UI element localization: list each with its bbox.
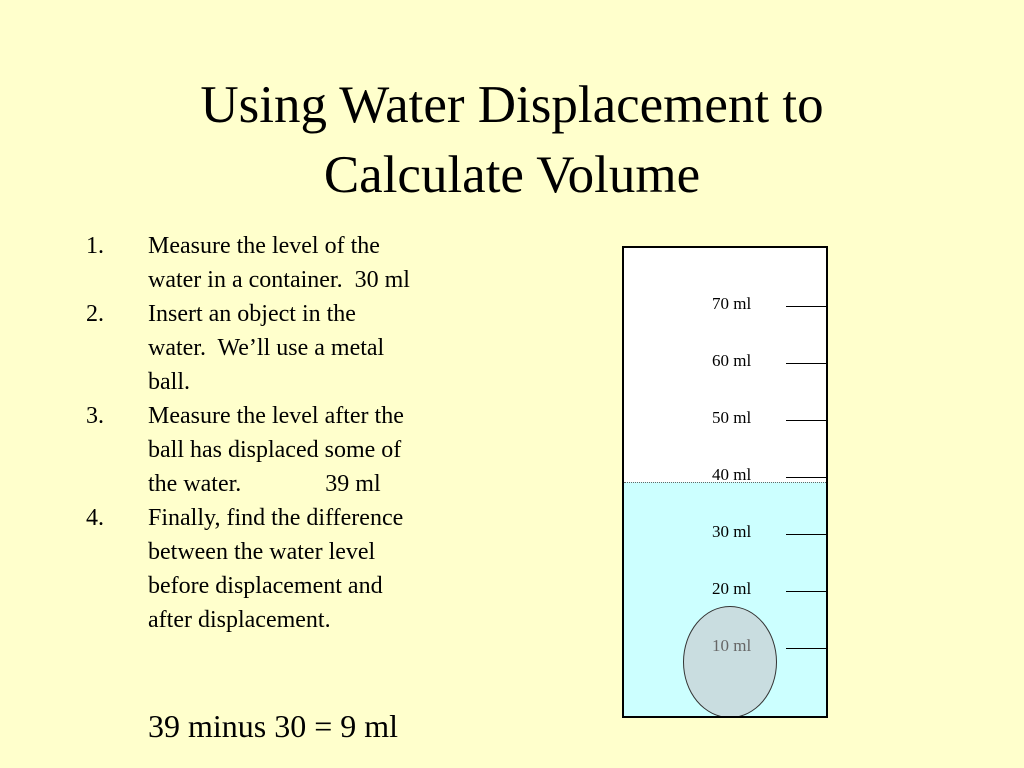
- mark-label: 50 ml: [712, 408, 752, 427]
- graduated-cylinder: [622, 246, 828, 718]
- mark-line: [786, 420, 828, 421]
- step-line: between the water level: [148, 539, 376, 565]
- mark-label: 60 ml: [712, 351, 752, 370]
- step-number: 3.: [86, 403, 104, 429]
- result-equation: 39 minus 30 = 9 ml: [148, 708, 399, 744]
- step-line: Insert an object in the: [148, 301, 356, 327]
- mark-line: [786, 591, 828, 592]
- step-line: water. We’ll use a metal: [148, 335, 385, 361]
- step-line: Measure the level after the: [148, 403, 404, 429]
- mark-line: [786, 648, 828, 649]
- step-line: water in a container. 30 ml: [148, 267, 410, 293]
- title-line-1: Using Water Displacement to: [200, 76, 824, 134]
- metal-ball: [683, 606, 777, 718]
- step-line: ball has displaced some of: [148, 437, 402, 463]
- step-line: before displacement and: [148, 573, 383, 599]
- mark-line: [786, 477, 828, 478]
- step-number: 1.: [86, 233, 104, 259]
- mark-line: [786, 306, 828, 307]
- mark-label: 20 ml: [712, 579, 752, 598]
- mark-label: 40 ml: [712, 465, 752, 484]
- mark-label: 30 ml: [712, 522, 752, 541]
- step-line: Measure the level of the: [148, 233, 380, 259]
- step-1: [86, 229, 506, 297]
- step-2: [86, 297, 506, 399]
- step-number: 4.: [86, 505, 104, 531]
- step-number: 2.: [86, 301, 104, 327]
- steps-list: [86, 229, 506, 637]
- step-3: [86, 399, 506, 501]
- step-line: ball.: [148, 369, 190, 395]
- step-line: the water. 39 ml: [148, 471, 381, 497]
- step-4: [86, 501, 506, 637]
- mark-line: [786, 363, 828, 364]
- slide-title: [0, 70, 1024, 210]
- mark-label: 70 ml: [712, 294, 752, 313]
- mark-line: [786, 534, 828, 535]
- step-line: Finally, find the difference: [148, 505, 404, 531]
- step-line: after displacement.: [148, 607, 331, 633]
- mark-label: 10 ml: [712, 636, 752, 655]
- title-line-2: Calculate Volume: [323, 146, 701, 204]
